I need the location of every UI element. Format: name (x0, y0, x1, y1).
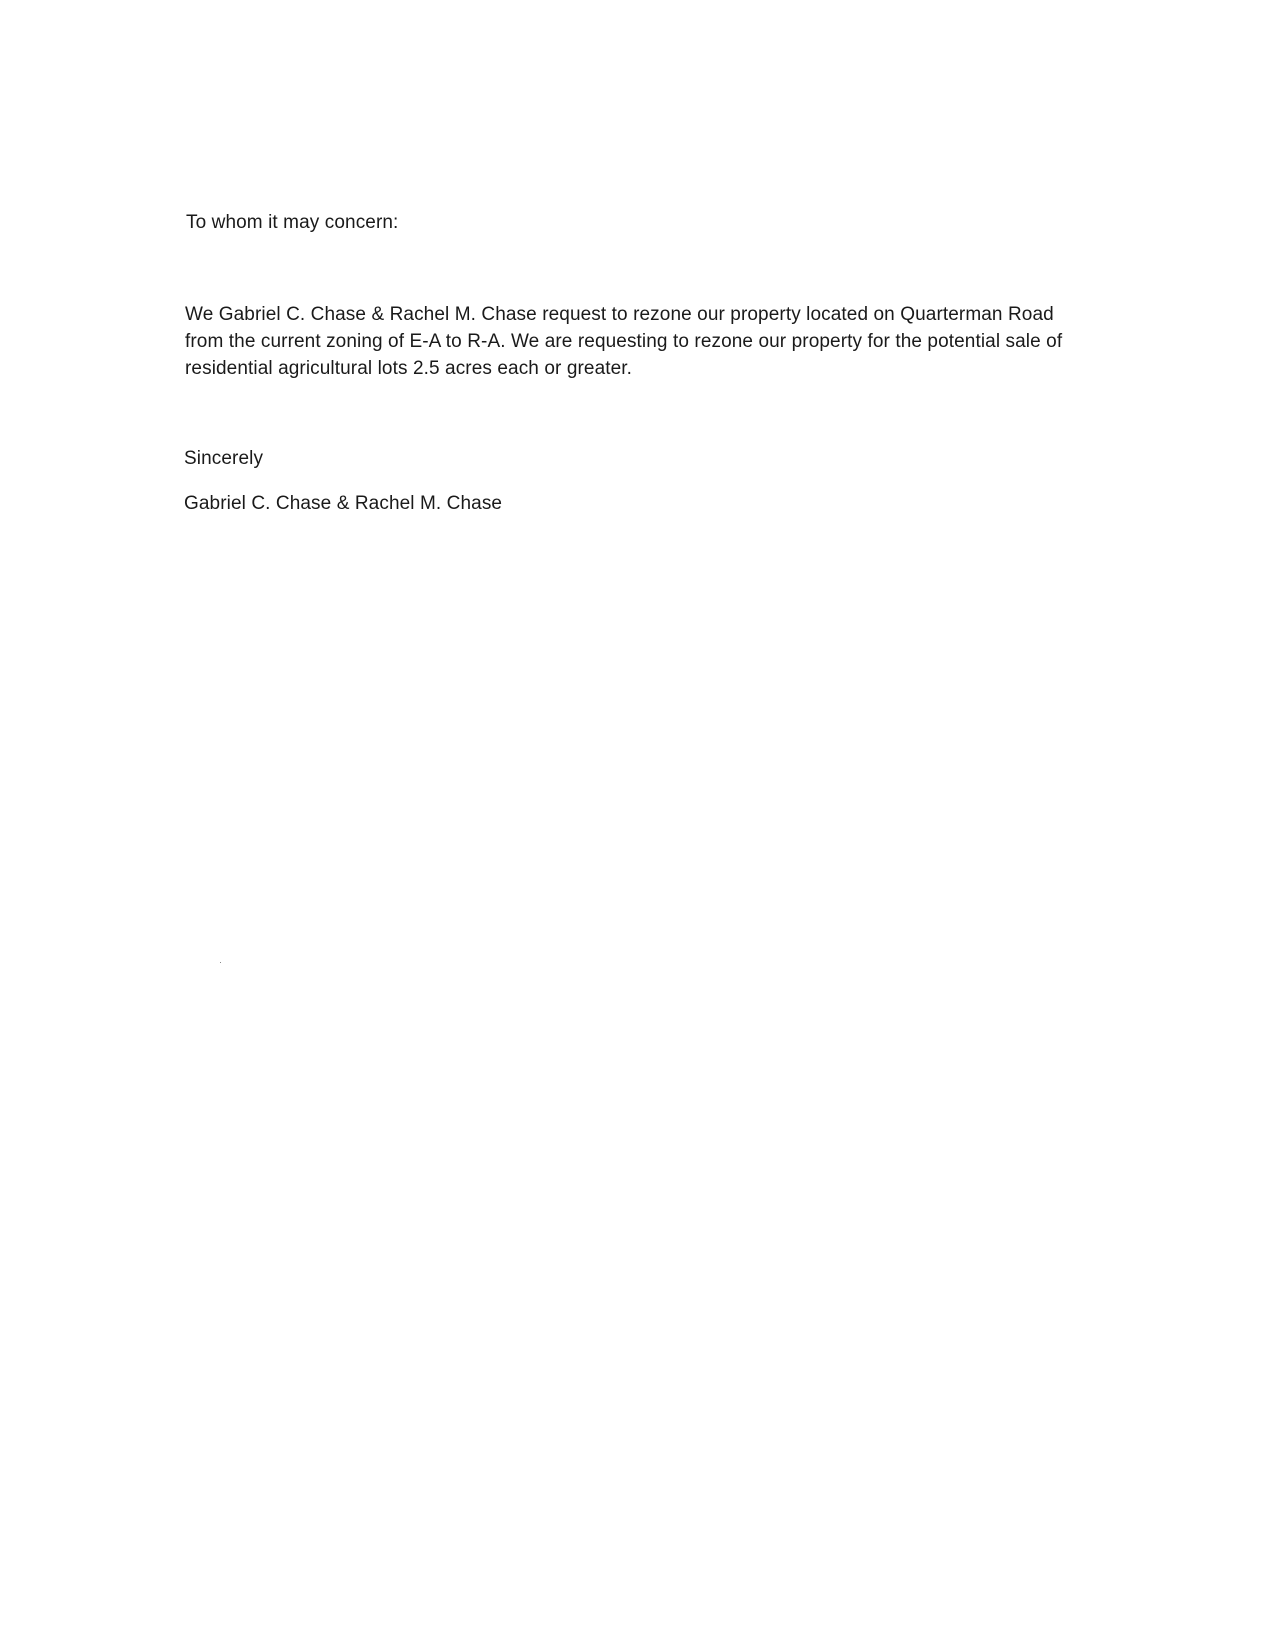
body-paragraph-line: from the current zoning of E-A to R-A. We are requesting to rezone our property for the potential sale of (185, 331, 1063, 352)
body-paragraph-line: residential agricultural lots 2.5 acres each or greater. (185, 358, 633, 379)
salutation: To whom it may concern: (186, 212, 399, 233)
closing: Sincerely (184, 448, 264, 469)
scan-speck (220, 962, 221, 963)
body-paragraph-line: We Gabriel C. Chase & Rachel M. Chase request to rezone our property located on Quarterman Road (185, 304, 1054, 325)
signature-name: Gabriel C. Chase & Rachel M. Chase (184, 493, 503, 514)
